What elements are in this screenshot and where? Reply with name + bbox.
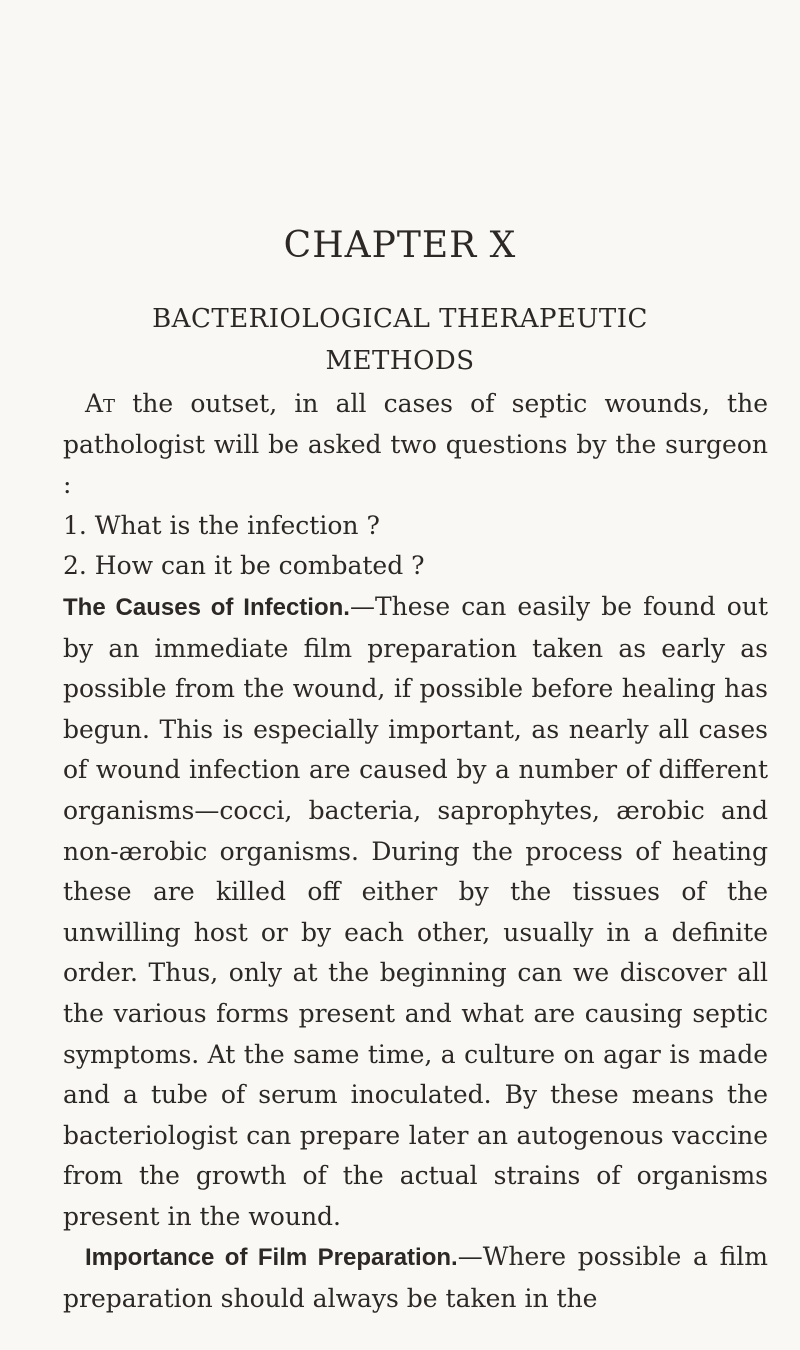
causes-text: —These can easily be found out by an immediate film preparation taken as early as possible from the wound, if possible before healing has begun. This is especially important, as nearly all cases of wound infection are caused by a number of different organisms—cocci, bacteria, saprophytes, ærobic and non-ærobic organisms. During the process of heating these are killed off either by the tissues of the unwilling host or by each other, usually in a definite order. Thus, only at the beginning can we discover all the various forms present and what are causing septic symptoms. At the same time, a culture on agar is made and a tube of serum inoculated. By these means the bacteriologist can prepare later an autogenous vaccine from the growth of the actual strains of organisms present in the wound.	[63, 591, 768, 1231]
question-1: 1. What is the infection ?	[63, 510, 380, 540]
intro-lead-word: At	[85, 389, 116, 418]
importance-paragraph	[63, 1237, 768, 1319]
section-title-line-1: BACTERIOLOGICAL THERAPEUTIC	[152, 304, 648, 334]
intro-paragraph	[63, 384, 768, 506]
importance-heading: Importance of Film Preparation.	[85, 1244, 458, 1272]
question-2: 2. How can it be combated ?	[63, 551, 425, 581]
section-title	[100, 298, 700, 382]
causes-heading: The Causes of Infection.	[63, 593, 350, 621]
section-title-line-2: METHODS	[325, 346, 475, 376]
intro-text: the outset, in all cases of septic wounds, the pathologist will be asked two questions by the surgeon :	[63, 389, 768, 500]
chapter-title: CHAPTER X	[283, 225, 517, 266]
body-text	[63, 384, 768, 1320]
importance-text: —Where possible a film preparation should always be taken in the	[63, 1242, 768, 1314]
causes-paragraph	[63, 587, 768, 1238]
